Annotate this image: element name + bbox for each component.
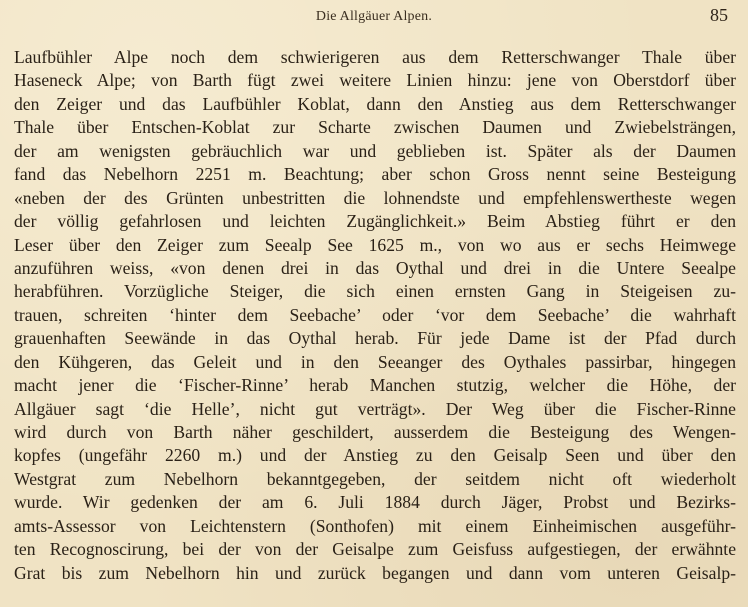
text-line: wurde. Wir gedenken der am 6. Juli 1884 durch Jäger, Probst und Bezirks- (14, 492, 736, 513)
text-line: amts-Assessor von Leichtenstern (Sonthofen) mit einem Einheimischen ausgeführ- (14, 515, 736, 536)
text-line: wird durch von Barth näher geschildert, ausserdem die Besteigung des Wengen- (14, 422, 736, 442)
text-line: Haseneck Alpe; von Barth fügt zwei weitere Linien hinzu: jene von Oberstdorf über (14, 70, 736, 91)
text-line: fand das Nebelhorn 2251 m. Beachtung; aber schon Gross nennt seine Besteigung (14, 164, 736, 185)
running-title: Die Allgäuer Alpen. (315, 9, 433, 24)
text-line: der völlig gefahrlosen und leichten Zugänglichkeit.» Beim Abstieg führt er den (14, 211, 736, 232)
text-line: der am wenigsten gebräuchlich war und geblieben ist. Später als der Daumen (14, 140, 736, 161)
text-line: macht jener die ‘Fischer-Rinne’ herab Manchen stutzig, welcher die Höhe, der (14, 375, 736, 396)
text-line: «neben der des Grünten unbestritten die lohnendste und empfehlenswertheste wegen (14, 187, 736, 208)
text-line: herabführen. Vorzügliche Steiger, die sich einen ernsten Gang in Steigeisen zu- (14, 281, 736, 302)
text-line: trauen, schreiten ‘hinter dem Seebache’ oder ‘vor dem Seebache’ die wahrhaft (14, 304, 736, 325)
body-text (14, 46, 736, 585)
page-number: 85 (710, 5, 728, 25)
text-line: grauenhaften Seewände in das Oythal herab. Für jede Dame ist der Pfad durch (14, 328, 736, 349)
text-line: Leser über den Zeiger zum Seealp See 1625 m., von wo aus er sechs Heimwege (14, 234, 736, 255)
text-line: ten Recognoscirung, bei der von der Geisalpe zum Geisfuss aufgestiegen, der erwähnte (14, 539, 736, 560)
text-line: Grat bis zum Nebelhorn hin und zurück begangen und dann vom unteren Geisalp- (14, 562, 736, 583)
text-line: Laufbühler Alpe noch dem schwierigeren aus dem Retterschwanger Thale über (14, 47, 736, 67)
page-header (18, 0, 730, 40)
text-line: anzuführen weiss, «von denen drei in das Oythal und drei in die Untere Seealpe (14, 257, 736, 278)
text-line: Thale über Entschen-Koblat zur Scharte zwischen Daumen und Zwiebelsträngen, (14, 117, 736, 138)
text-line: den Kühgeren, das Geleit und in den Seeanger des Oythales passirbar, hingegen (14, 351, 736, 372)
text-line: Westgrat zum Nebelhorn bekanntgegeben, der seitdem nicht oft wiederholt (14, 468, 736, 489)
text-line: Allgäuer sagt ‘die Helle’, nicht gut verträgt». Der Weg über die Fischer-Rinne (14, 398, 736, 419)
text-line: den Zeiger und das Laufbühler Koblat, dann den Anstieg aus dem Retterschwanger (14, 93, 736, 114)
text-line: kopfes (ungefähr 2260 m.) und der Anstieg zu den Geisalp Seen und über den (14, 445, 736, 466)
